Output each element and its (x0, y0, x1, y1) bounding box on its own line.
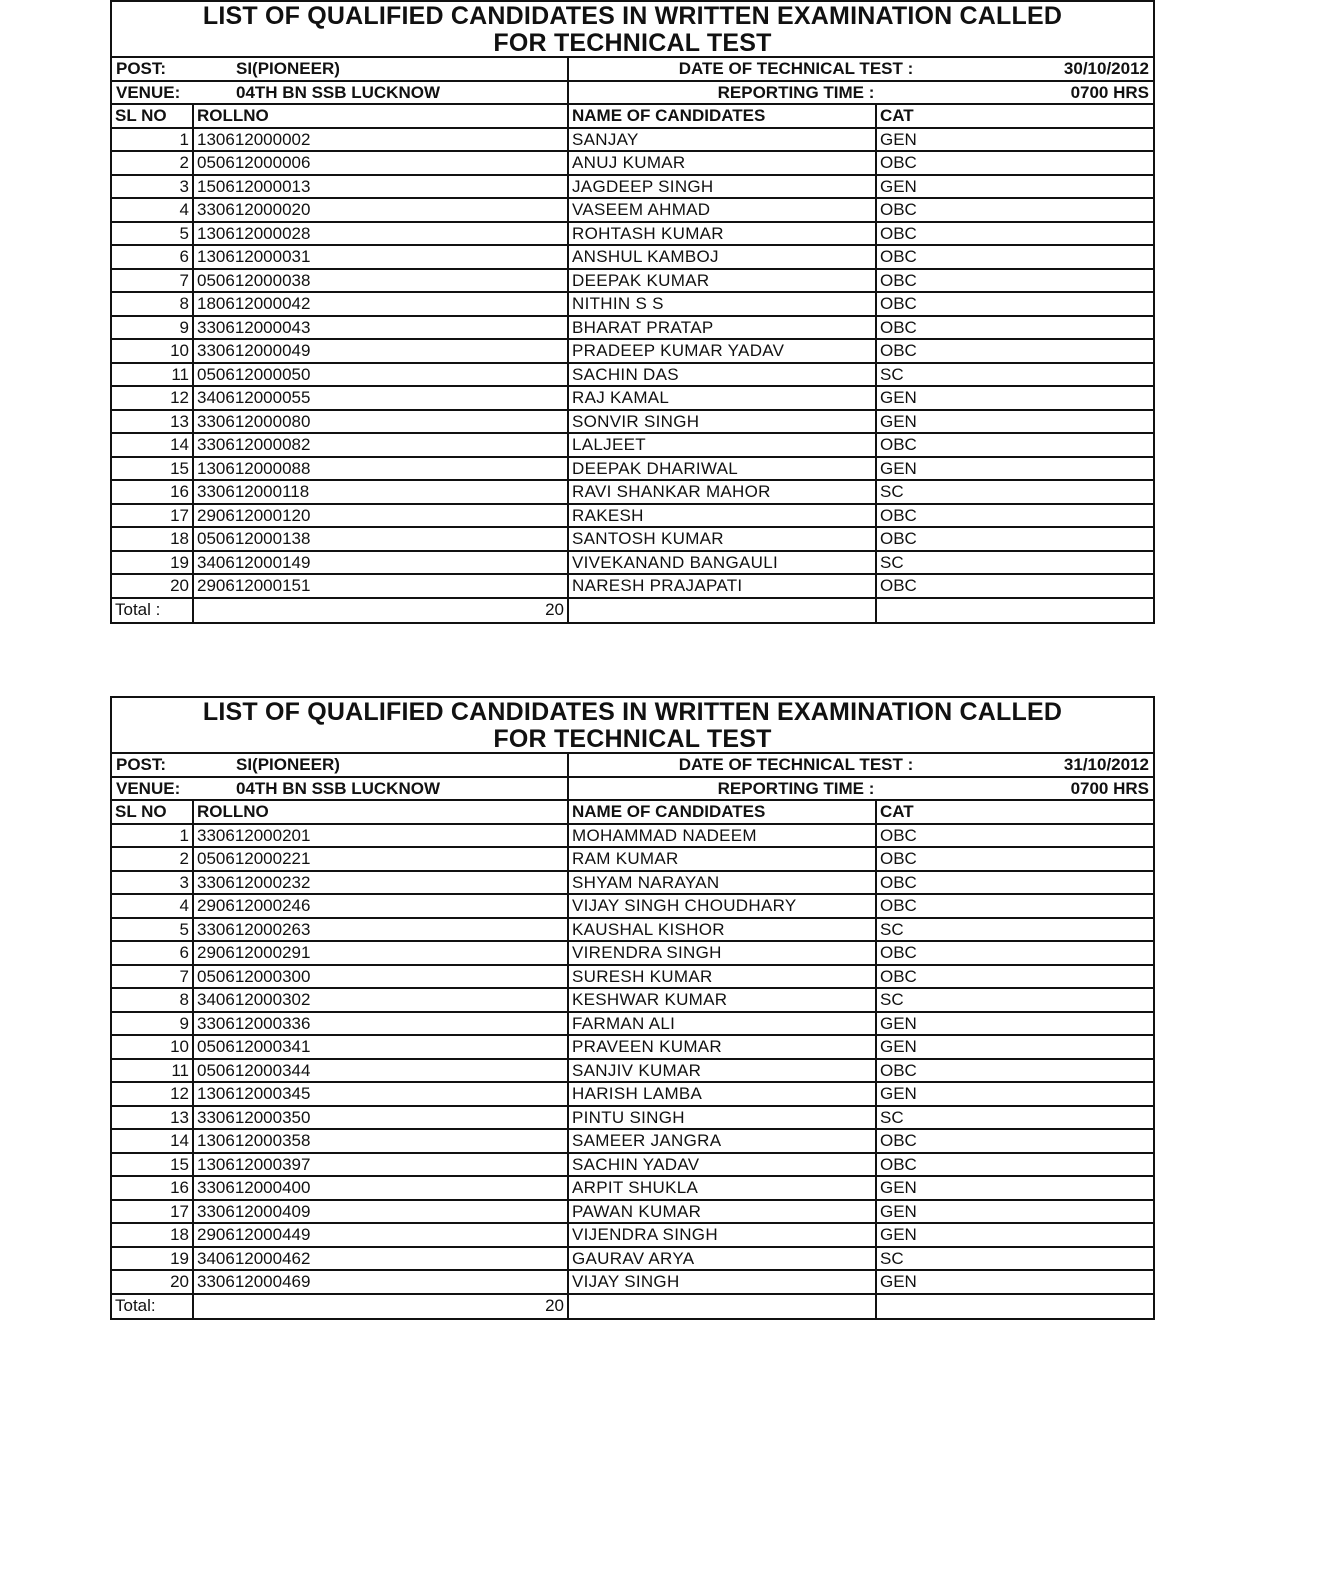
table-row (112, 575, 1153, 599)
venue-label: VENUE: (116, 778, 181, 798)
category: OBC (880, 294, 917, 313)
candidate-name: RAM KUMAR (569, 848, 877, 870)
candidate-name: ROHTASH KUMAR (569, 223, 877, 245)
candidate-name: VIJENDRA SINGH (569, 1224, 877, 1246)
serial-number: 13 (112, 1107, 194, 1129)
category: GEN (880, 129, 917, 149)
serial-number: 18 (112, 528, 194, 550)
serial-number: 13 (112, 411, 194, 433)
roll-number: 290612000120 (194, 505, 569, 527)
roll-number: 290612000291 (194, 942, 569, 964)
candidate-name: VIJAY SINGH CHOUDHARY (569, 895, 877, 917)
candidate-name: GAURAV ARYA (569, 1248, 877, 1270)
category: GEN (880, 1272, 917, 1291)
roll-number: 130612000031 (194, 246, 569, 268)
table-row (112, 528, 1153, 552)
serial-number: 9 (112, 1013, 194, 1035)
candidate-name: KESHWAR KUMAR (569, 989, 877, 1011)
reporting-cell (569, 778, 1153, 800)
roll-number: 340612000302 (194, 989, 569, 1011)
serial-number: 8 (112, 293, 194, 315)
table-row (112, 1154, 1153, 1178)
roll-number: 180612000042 (194, 293, 569, 315)
roll-number: 050612000006 (194, 152, 569, 174)
table-row (112, 872, 1153, 896)
category: OBC (880, 1154, 917, 1174)
table-row (112, 825, 1153, 849)
post-cell (112, 754, 569, 776)
column-header: CAT (880, 802, 914, 821)
candidate-name: ANUJ KUMAR (569, 152, 877, 174)
roll-number: 050612000300 (194, 966, 569, 988)
category: SC (880, 919, 904, 939)
serial-number: 4 (112, 199, 194, 221)
roll-number: 330612000118 (194, 481, 569, 503)
serial-number: 2 (112, 152, 194, 174)
title-line-1: LIST OF QUALIFIED CANDIDATES IN WRITTEN EXAMINATION CALLED (202, 698, 1063, 726)
column-header-row (112, 801, 1153, 825)
category: GEN (880, 388, 917, 407)
serial-number: 11 (112, 1060, 194, 1082)
roll-number: 330612000049 (194, 340, 569, 362)
table-row (112, 481, 1153, 505)
candidate-name: ANSHUL KAMBOJ (569, 246, 877, 268)
total-label: Total: (112, 1295, 194, 1319)
title-line-2: FOR TECHNICAL TEST (493, 725, 772, 753)
category: SC (880, 552, 904, 572)
candidate-name: PRADEEP KUMAR YADAV (569, 340, 877, 362)
roll-number: 130612000397 (194, 1154, 569, 1176)
candidate-name: SACHIN YADAV (569, 1154, 877, 1176)
category: OBC (880, 825, 917, 845)
serial-number: 6 (112, 246, 194, 268)
category: OBC (880, 153, 917, 172)
serial-number: 12 (112, 387, 194, 409)
roll-number: 330612000232 (194, 872, 569, 894)
serial-number: 8 (112, 989, 194, 1011)
roll-number: 130612000358 (194, 1130, 569, 1152)
candidate-name: BHARAT PRATAP (569, 317, 877, 339)
post-value: SI(PIONEER) (236, 755, 340, 774)
candidate-list-table (110, 0, 1155, 624)
roll-number: 050612000038 (194, 270, 569, 292)
candidate-name: SACHIN DAS (569, 364, 877, 386)
roll-number: 130612000345 (194, 1083, 569, 1105)
roll-number: 340612000055 (194, 387, 569, 409)
table-row (112, 1107, 1153, 1131)
column-header: ROLLNO (194, 105, 569, 127)
serial-number: 19 (112, 552, 194, 574)
date-value: 31/10/2012 (1063, 755, 1149, 774)
reporting-value: 0700 HRS (1070, 778, 1149, 798)
table-row (112, 1130, 1153, 1154)
serial-number: 12 (112, 1083, 194, 1105)
venue-label: VENUE: (116, 82, 181, 102)
title-line-2: FOR TECHNICAL TEST (493, 29, 772, 57)
roll-number: 330612000336 (194, 1013, 569, 1035)
candidate-name: HARISH LAMBA (569, 1083, 877, 1105)
column-header: ROLLNO (194, 801, 569, 823)
table-row (112, 1013, 1153, 1037)
category: OBC (880, 872, 917, 892)
roll-number: 050612000050 (194, 364, 569, 386)
category: OBC (880, 896, 917, 915)
candidate-name: SANTOSH KUMAR (569, 528, 877, 550)
roll-number: 340612000149 (194, 552, 569, 574)
candidate-name: DEEPAK KUMAR (569, 270, 877, 292)
candidate-name: NARESH PRAJAPATI (569, 575, 877, 597)
venue-cell (112, 778, 569, 800)
total-row (112, 1295, 1153, 1319)
date-label: DATE OF TECHNICAL TEST : (678, 59, 914, 78)
roll-number: 340612000462 (194, 1248, 569, 1270)
serial-number: 15 (112, 458, 194, 480)
table-row (112, 1083, 1153, 1107)
candidate-name: VIJAY SINGH (569, 1271, 877, 1293)
table-row (112, 340, 1153, 364)
post-value: SI(PIONEER) (236, 59, 340, 78)
category: GEN (880, 1037, 917, 1056)
candidate-name: SHYAM NARAYAN (569, 872, 877, 894)
table-row (112, 176, 1153, 200)
total-value: 20 (194, 599, 569, 623)
category: OBC (880, 270, 917, 290)
category: OBC (880, 1060, 917, 1080)
category: GEN (880, 1178, 917, 1197)
candidate-name: SANJAY (569, 129, 877, 151)
category: OBC (880, 943, 917, 962)
total-empty-cell (569, 599, 877, 623)
post-date-row (112, 754, 1153, 778)
column-header: NAME OF CANDIDATES (569, 105, 877, 127)
candidate-name: VIRENDRA SINGH (569, 942, 877, 964)
candidate-name: KAUSHAL KISHOR (569, 919, 877, 941)
total-label: Total : (112, 599, 194, 623)
candidate-name: FARMAN ALI (569, 1013, 877, 1035)
serial-number: 14 (112, 1130, 194, 1152)
table-row (112, 989, 1153, 1013)
serial-number: 17 (112, 505, 194, 527)
roll-number: 290612000151 (194, 575, 569, 597)
post-label: POST: (116, 59, 167, 78)
total-empty-cell (877, 1295, 1153, 1319)
category: OBC (880, 200, 917, 219)
category: GEN (880, 411, 917, 431)
serial-number: 20 (112, 1271, 194, 1293)
candidate-name: PINTU SINGH (569, 1107, 877, 1129)
table-row (112, 1201, 1153, 1225)
column-header-row (112, 105, 1153, 129)
candidate-name: VIVEKANAND BANGAULI (569, 552, 877, 574)
serial-number: 16 (112, 481, 194, 503)
candidate-name: PRAVEEN KUMAR (569, 1036, 877, 1058)
table-row (112, 246, 1153, 270)
total-empty-cell (569, 1295, 877, 1319)
roll-number: 330612000020 (194, 199, 569, 221)
serial-number: 2 (112, 848, 194, 870)
category: SC (880, 1248, 904, 1268)
date-label: DATE OF TECHNICAL TEST : (678, 755, 914, 774)
roll-number: 330612000043 (194, 317, 569, 339)
table-row (112, 1248, 1153, 1272)
serial-number: 7 (112, 966, 194, 988)
table-title (112, 698, 1153, 754)
serial-number: 3 (112, 872, 194, 894)
candidate-name: NITHIN S S (569, 293, 877, 315)
table-row (112, 129, 1153, 153)
venue-reporting-row (112, 778, 1153, 802)
category: GEN (880, 1201, 917, 1221)
category: OBC (880, 849, 917, 868)
table-row (112, 1036, 1153, 1060)
roll-number: 050612000341 (194, 1036, 569, 1058)
serial-number: 10 (112, 1036, 194, 1058)
title-line-1: LIST OF QUALIFIED CANDIDATES IN WRITTEN EXAMINATION CALLED (202, 2, 1063, 30)
table-row (112, 434, 1153, 458)
category: GEN (880, 1013, 917, 1033)
candidate-name: MOHAMMAD NADEEM (569, 825, 877, 847)
category: OBC (880, 1131, 917, 1150)
roll-number: 330612000263 (194, 919, 569, 941)
table-row (112, 458, 1153, 482)
candidate-name: SAMEER JANGRA (569, 1130, 877, 1152)
serial-number: 10 (112, 340, 194, 362)
roll-number: 330612000201 (194, 825, 569, 847)
roll-number: 330612000080 (194, 411, 569, 433)
serial-number: 18 (112, 1224, 194, 1246)
table-row (112, 966, 1153, 990)
serial-number: 1 (112, 129, 194, 151)
column-header: CAT (880, 106, 914, 125)
roll-number: 330612000469 (194, 1271, 569, 1293)
table-row (112, 317, 1153, 341)
table-row (112, 505, 1153, 529)
table-row (112, 1271, 1153, 1295)
category: SC (880, 1107, 904, 1127)
category: OBC (880, 505, 917, 525)
column-header: SL NO (112, 801, 194, 823)
serial-number: 4 (112, 895, 194, 917)
table-row (112, 895, 1153, 919)
candidate-name: DEEPAK DHARIWAL (569, 458, 877, 480)
table-title (112, 2, 1153, 58)
reporting-label: REPORTING TIME : (717, 778, 875, 798)
serial-number: 16 (112, 1177, 194, 1199)
candidate-name: JAGDEEP SINGH (569, 176, 877, 198)
date-value: 30/10/2012 (1063, 59, 1149, 78)
candidate-name: ARPIT SHUKLA (569, 1177, 877, 1199)
category: OBC (880, 223, 917, 243)
serial-number: 15 (112, 1154, 194, 1176)
serial-number: 11 (112, 364, 194, 386)
serial-number: 5 (112, 919, 194, 941)
table-row (112, 152, 1153, 176)
category: OBC (880, 247, 917, 266)
table-row (112, 1060, 1153, 1084)
table-row (112, 1224, 1153, 1248)
category: GEN (880, 176, 917, 196)
venue-value: 04TH BN SSB LUCKNOW (236, 82, 441, 102)
serial-number: 14 (112, 434, 194, 456)
total-empty-cell (877, 599, 1153, 623)
category: OBC (880, 317, 917, 337)
date-cell (569, 58, 1153, 80)
serial-number: 3 (112, 176, 194, 198)
candidate-name: RAVI SHANKAR MAHOR (569, 481, 877, 503)
table-row (112, 223, 1153, 247)
table-row (112, 364, 1153, 388)
serial-number: 19 (112, 1248, 194, 1270)
roll-number: 330612000082 (194, 434, 569, 456)
table-row (112, 199, 1153, 223)
reporting-cell (569, 82, 1153, 104)
venue-value: 04TH BN SSB LUCKNOW (236, 778, 441, 798)
table-row (112, 1177, 1153, 1201)
serial-number: 20 (112, 575, 194, 597)
post-cell (112, 58, 569, 80)
candidate-name: PAWAN KUMAR (569, 1201, 877, 1223)
roll-number: 050612000344 (194, 1060, 569, 1082)
category: GEN (880, 1084, 917, 1103)
post-label: POST: (116, 755, 167, 774)
category: GEN (880, 1225, 917, 1244)
roll-number: 330612000409 (194, 1201, 569, 1223)
table-row (112, 293, 1153, 317)
table-row (112, 270, 1153, 294)
candidate-name: SANJIV KUMAR (569, 1060, 877, 1082)
category: OBC (880, 966, 917, 986)
table-row (112, 387, 1153, 411)
roll-number: 130612000088 (194, 458, 569, 480)
venue-reporting-row (112, 82, 1153, 106)
total-value: 20 (194, 1295, 569, 1319)
venue-cell (112, 82, 569, 104)
candidate-name: LALJEET (569, 434, 877, 456)
serial-number: 1 (112, 825, 194, 847)
roll-number: 150612000013 (194, 176, 569, 198)
serial-number: 6 (112, 942, 194, 964)
table-row (112, 848, 1153, 872)
date-cell (569, 754, 1153, 776)
roll-number: 130612000002 (194, 129, 569, 151)
column-header: SL NO (112, 105, 194, 127)
roll-number: 290612000449 (194, 1224, 569, 1246)
serial-number: 5 (112, 223, 194, 245)
candidate-name: SONVIR SINGH (569, 411, 877, 433)
roll-number: 050612000138 (194, 528, 569, 550)
table-row (112, 411, 1153, 435)
category: SC (880, 364, 904, 384)
serial-number: 7 (112, 270, 194, 292)
category: OBC (880, 576, 917, 595)
candidate-name: RAJ KAMAL (569, 387, 877, 409)
category: OBC (880, 435, 917, 454)
table-row (112, 552, 1153, 576)
table-row (112, 919, 1153, 943)
serial-number: 17 (112, 1201, 194, 1223)
roll-number: 330612000400 (194, 1177, 569, 1199)
category: OBC (880, 529, 917, 548)
roll-number: 290612000246 (194, 895, 569, 917)
roll-number: 130612000028 (194, 223, 569, 245)
serial-number: 9 (112, 317, 194, 339)
category: GEN (880, 458, 917, 478)
candidate-list-table (110, 696, 1155, 1320)
candidate-name: RAKESH (569, 505, 877, 527)
roll-number: 330612000350 (194, 1107, 569, 1129)
post-date-row (112, 58, 1153, 82)
candidate-name: SURESH KUMAR (569, 966, 877, 988)
column-header: NAME OF CANDIDATES (569, 801, 877, 823)
category: SC (880, 482, 904, 501)
reporting-label: REPORTING TIME : (717, 82, 875, 102)
total-row (112, 599, 1153, 623)
reporting-value: 0700 HRS (1070, 82, 1149, 102)
category: OBC (880, 341, 917, 360)
category: SC (880, 990, 904, 1009)
roll-number: 050612000221 (194, 848, 569, 870)
candidate-name: VASEEM AHMAD (569, 199, 877, 221)
table-row (112, 942, 1153, 966)
